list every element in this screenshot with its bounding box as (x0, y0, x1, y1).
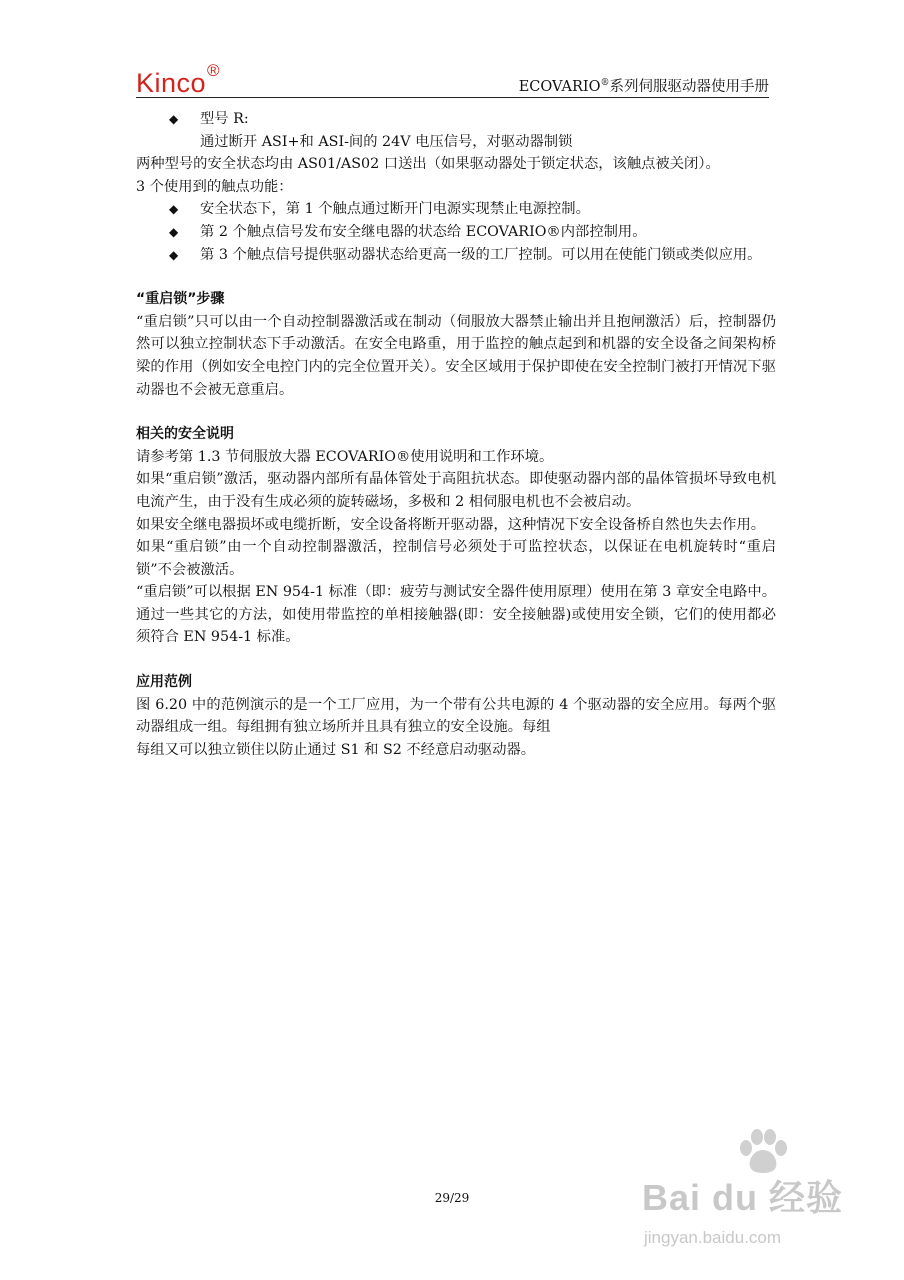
list-item: ◆ 安全状态下，第 1 个触点通过断开门电源实现禁止电源控制。 (136, 198, 776, 221)
page-header (136, 62, 769, 98)
paragraph: 请参考第 1.3 节伺服放大器 ECOVARIO®使用说明和工作环境。 (136, 448, 554, 465)
diamond-bullet-icon: ◆ (169, 224, 179, 239)
document-title (519, 74, 769, 96)
baidu-jingyan-watermark (640, 1128, 844, 1268)
title-mark: ® (600, 78, 610, 88)
paragraph: “重启锁”只可以由一个自动控制器激活或在制动（伺服放大器禁止输出并且抱闸激活）后，控制器仍然可以独立控制状态下手动激活。在安全电路重，用于监控的触点起到和机器的安全设备之间架构桥梁的作用（例如安全电控门内的完全位置开关）。安全区域用于保护即使在安全控制门被打开情况下驱动器也不会被无意重启。 (136, 313, 776, 398)
header-rule (136, 97, 769, 98)
paragraph: 图 6.20 中的范例演示的是一个工厂应用，为一个带有公共电源的 4 个驱动器的安全应用。每两个驱动器组成一组。每组拥有独立场所并且具有独立的安全设施。每组 (136, 696, 776, 736)
paragraph: 每组又可以独立锁住以防止通过 S1 和 S2 不经意启动驱动器。 (136, 741, 536, 758)
list-item: ◆ 第 3 个触点信号提供驱动器状态给更高一级的工厂控制。可以用在使能门锁或类似应用。 (136, 244, 776, 267)
list-item: ◆ 第 2 个触点信号发布安全继电器的状态给 ECOVARIO®内部控制用。 (136, 221, 776, 244)
paragraph: 两种型号的安全状态均由 AS01/AS02 口送出（如果驱动器处于锁定状态，该触点被关闭）。 (136, 156, 720, 173)
watermark-brand: Bai du 经验 (642, 1177, 844, 1218)
paragraph: 3 个使用到的触点功能： (136, 178, 293, 195)
paragraph: “重启锁”可以根据 EN 954-1 标准（即：疲劳与测试安全器件使用原理）使用在第 3 章安全电路中。通过一些其它的方法，如使用带监控的单相接触器(即：安全接触器)或使用安全锁，它们的使用都必须符合 EN 954-1 标准。 (136, 584, 776, 646)
document-body (136, 108, 776, 761)
registered-mark: ® (207, 61, 221, 80)
paragraph: 如果“重启锁”激活，驱动器内部所有晶体管处于高阻抗状态。即使驱动器内部的晶体管损坏导致电机电流产生，由于没有生成必须的旋转磁场，多极和 2 相伺服电机也不会被启动。 (136, 471, 776, 510)
page-number: 29/29 (434, 1191, 470, 1205)
watermark-url: jingyan.baidu.com (644, 1228, 782, 1247)
diamond-bullet-icon: ◆ (169, 247, 179, 262)
bullet-model-r: ◆ 型号 R: (136, 108, 776, 131)
section-heading-safety-notes: 相关的安全说明 (136, 426, 234, 443)
diamond-bullet-icon: ◆ (169, 112, 179, 126)
logo-text: Kinco (136, 68, 207, 98)
title-prefix: ECOVARIO (518, 78, 601, 95)
paragraph: 如果安全继电器损坏或电缆折断，安全设备将断开驱动器，这种情况下安全设备桥自然也失去作用。 (136, 516, 766, 533)
title-suffix: 系列伺服驱动器使用手册 (609, 78, 769, 95)
model-r-description: 通过断开 ASI+和 ASI-间的 24V 电压信号，对驱动器制锁 (200, 133, 573, 150)
paw-icon (736, 1128, 790, 1176)
diamond-bullet-icon: ◆ (169, 202, 179, 217)
kinco-logo (136, 62, 220, 98)
paragraph: 如果“重启锁”由一个自动控制器激活，控制信号必须处于可监控状态，以保证在电机旋转时“重启锁”不会被激活。 (136, 539, 776, 578)
section-heading-restart-lock: “重启锁”步骤 (136, 291, 225, 308)
section-heading-example: 应用范例 (136, 674, 192, 691)
